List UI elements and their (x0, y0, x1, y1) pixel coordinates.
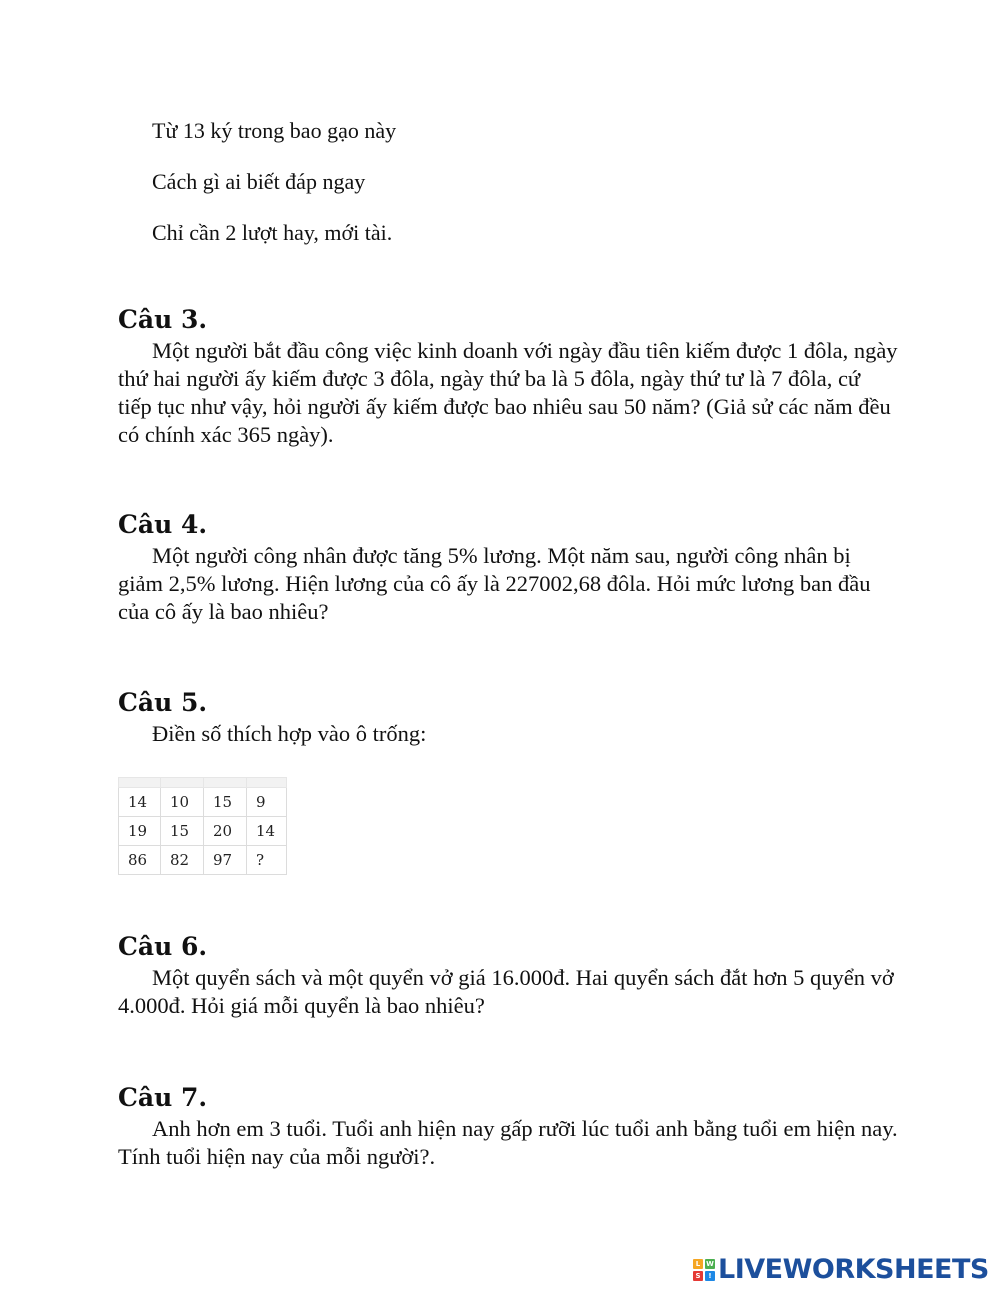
table-cell: 15 (161, 817, 204, 846)
table-header-cell (161, 778, 204, 788)
table-cell: 9 (247, 788, 287, 817)
table-cell: 14 (119, 788, 161, 817)
question-4 (118, 510, 898, 626)
question-5 (118, 688, 898, 748)
table-cell: 97 (204, 846, 247, 875)
liveworksheets-brand (693, 1254, 989, 1285)
question-6 (118, 932, 898, 1020)
poem-line-3: Chỉ cần 2 lượt hay, mới tài. (152, 220, 393, 245)
table-cell: 15 (204, 788, 247, 817)
table-row (119, 846, 287, 875)
table-cell: 19 (119, 817, 161, 846)
table-header-cell (204, 778, 247, 788)
logo-tile: L (693, 1259, 703, 1269)
question-5-title: Câu 5. (118, 688, 208, 717)
question-4-title: Câu 4. (118, 510, 208, 539)
question-3 (118, 305, 898, 449)
table-cell: 20 (204, 817, 247, 846)
number-table (118, 777, 287, 875)
table-row (119, 788, 287, 817)
question-4-body: Một người công nhân được tăng 5% lương. Một năm sau, người công nhân bị giảm 2,5% lương. Hiện lương của cô ấy là 227002,68 đôla. Hỏi mức lương ban đầu của cô ấy là bao nhiêu? (118, 543, 871, 624)
table-cell: 14 (247, 817, 287, 846)
logo-tile: S (693, 1271, 703, 1281)
logo-tile: W (706, 1259, 714, 1268)
table-header-strip (119, 778, 287, 788)
logo-tile: ! (705, 1271, 715, 1281)
table-cell: 10 (161, 788, 204, 817)
poem-line-1: Từ 13 ký trong bao gạo này (152, 118, 397, 143)
table-cell: 86 (119, 846, 161, 875)
brand-name: LIVEWORKSHEETS (718, 1254, 989, 1285)
question-3-body: Một người bắt đầu công việc kinh doanh với ngày đầu tiên kiếm được 1 đôla, ngày thứ hai người ấy kiếm được 3 đôla, ngày thứ ba là 5 đôla, ngày thứ tư là 7 đôla, cứ tiếp tục như vậy, hỏi người ấy kiếm được bao nhiêu sau 50 năm? (Giả sử các năm đều có chính xác 365 ngày). (118, 338, 898, 447)
table-header-cell (119, 778, 161, 788)
table-row (119, 817, 287, 846)
liveworksheets-logo-icon (693, 1259, 715, 1281)
poem-line-2: Cách gì ai biết đáp ngay (152, 169, 366, 194)
question-6-title: Câu 6. (118, 932, 208, 961)
table-cell: 82 (161, 846, 204, 875)
table-header-cell (247, 778, 287, 788)
question-3-title: Câu 3. (118, 305, 208, 334)
question-7-title: Câu 7. (118, 1083, 208, 1112)
question-6-body: Một quyển sách và một quyển vở giá 16.000đ. Hai quyển sách đắt hơn 5 quyển vở 4.000đ. Hỏi giá mỗi quyển là bao nhiêu? (118, 965, 894, 1018)
question-7 (118, 1083, 898, 1171)
question-7-body: Anh hơn em 3 tuổi. Tuổi anh hiện nay gấp rưỡi lúc tuổi anh bằng tuổi em hiện nay. Tính tuổi hiện nay của mỗi người?. (118, 1116, 898, 1169)
question-5-body: Điền số thích hợp vào ô trống: (152, 721, 427, 746)
answer-cell[interactable]: ? (247, 846, 287, 875)
